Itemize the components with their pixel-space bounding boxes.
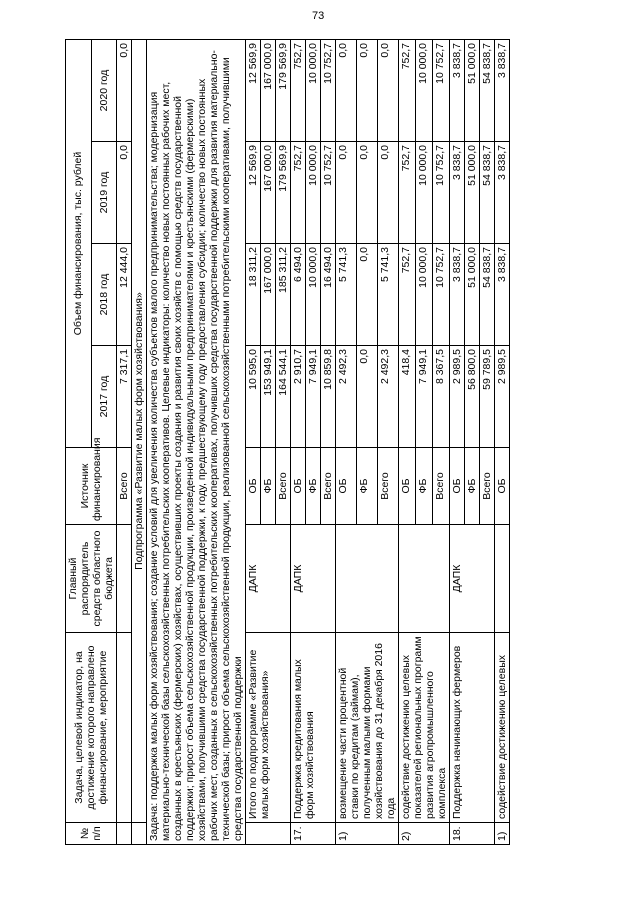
- value-cell: 54 838,7: [480, 244, 495, 346]
- value-cell: 51 000,0: [465, 40, 480, 142]
- value-cell: 3 838,7: [495, 40, 510, 142]
- value-cell: 51 000,0: [465, 244, 480, 346]
- value-cell: 179 569,9: [276, 142, 291, 244]
- value-cell: 0,0: [357, 346, 378, 448]
- value-cell: 0,0: [357, 142, 378, 244]
- value-cell: 2 910,7: [291, 346, 306, 448]
- source-cell: ОБ: [336, 448, 357, 525]
- value-cell: 3 838,7: [495, 244, 510, 346]
- source-cell: Всего: [276, 448, 291, 525]
- header-admin: Главный распорядитель средств областного бюджета: [66, 525, 117, 633]
- value-cell: 12 569,9: [246, 142, 261, 244]
- table-row: [291, 40, 306, 845]
- value-cell: 10 752,7: [433, 40, 450, 142]
- source-cell: ОБ: [450, 448, 465, 525]
- value-cell: 0,0: [117, 40, 132, 142]
- subprogram-title: Подпрограмма «Развитие малых форм хозяйствования»: [132, 40, 147, 823]
- row-number: 18.: [450, 823, 495, 845]
- source-cell: ФБ: [357, 448, 378, 525]
- value-cell: 10 000,0: [306, 244, 321, 346]
- table-row: [399, 40, 416, 845]
- source-cell: Всего: [433, 448, 450, 525]
- value-cell: 51 000,0: [465, 142, 480, 244]
- value-cell: 10 859,8: [321, 346, 336, 448]
- header-2017: 2017 год: [91, 346, 117, 448]
- value-cell: 0,0: [357, 40, 378, 142]
- financing-table: [65, 39, 510, 845]
- value-cell: 418,4: [399, 346, 416, 448]
- value-cell: 5 741,3: [378, 244, 399, 346]
- value-cell: 167 000,0: [261, 40, 276, 142]
- header-2020: 2020 год: [91, 40, 117, 142]
- row-name: Итого по подпрограмме «Развитие малых форм хозяйствования»: [246, 633, 291, 823]
- row-name: возмещение части процентной ставки по кредитам (займам), полученным малыми формами хозяйствования до 31 декабря 2016 года: [336, 633, 399, 823]
- subprogram-row: [132, 40, 147, 845]
- rotated-page: [65, 40, 600, 845]
- row-number: 2): [399, 823, 450, 845]
- value-cell: 59 789,5: [480, 346, 495, 448]
- source-cell: Всего: [117, 448, 132, 525]
- source-cell: ОБ: [291, 448, 306, 525]
- source-cell: ФБ: [465, 448, 480, 525]
- value-cell: 0,0: [117, 142, 132, 244]
- row-name: содействие достижению целевых: [495, 633, 510, 823]
- task-description: Задача: поддержка малых форм хозяйствования; создание условий для увеличения количества субъектов малого предпринимательства; модернизация материально-технической базы сельскохозяйственных потребительских кооперативов. Целевые индикаторы: количество новых постоянных рабочих мест, созданных в крестьянских (фермерских) хозяйствах, осуществивших проекты создания и развития своих хозяйств с помощью средств государственной поддержки; прирост объема сельскохозяйственной продукции, произведенной индивидуальными предпринимателями и крестьянскими (фермерскими) хозяйствами, получившими средства государственной поддержки, к году, предшествующему году предоставления субсидии; количество новых постоянных рабочих мест, созданных в сельскохозяйственных потребительских кооперативах, получивших средства государственной поддержки для развития материально-технической базы; прирост объема сельскохозяйственной продукции, реализованной сельскохозяйственными потребительскими кооперативами, получившими средства государственной поддержки: [147, 40, 246, 845]
- value-cell: 752,7: [399, 40, 416, 142]
- value-cell: 54 838,7: [480, 142, 495, 244]
- value-cell: 3 838,7: [450, 40, 465, 142]
- row-admin: ДАПК: [450, 525, 495, 633]
- value-cell: 179 569,9: [276, 40, 291, 142]
- source-cell: Всего: [321, 448, 336, 525]
- value-cell: 3 838,7: [495, 142, 510, 244]
- source-cell: ФБ: [306, 448, 321, 525]
- value-cell: 10 752,7: [433, 142, 450, 244]
- value-cell: 3 838,7: [450, 142, 465, 244]
- source-cell: Всего: [480, 448, 495, 525]
- value-cell: 10 000,0: [416, 244, 433, 346]
- value-cell: 16 494,0: [321, 244, 336, 346]
- header-task: Задача, целевой индикатор, на достижение которого направлено финансирование, мероприятие: [66, 633, 117, 823]
- row-number: 17.: [291, 823, 336, 845]
- value-cell: 18 311,2: [246, 244, 261, 346]
- value-cell: 0,0: [336, 40, 357, 142]
- row-admin: [336, 525, 399, 633]
- row-name: содействие достижению целевых показателей региональных программ развития агропромышленного комплекса: [399, 633, 450, 823]
- value-cell: 10 000,0: [416, 40, 433, 142]
- source-cell: Всего: [378, 448, 399, 525]
- value-cell: 2 492,3: [378, 346, 399, 448]
- table-row: [246, 40, 261, 845]
- value-cell: 167 000,0: [261, 142, 276, 244]
- value-cell: 0,0: [357, 244, 378, 346]
- value-cell: 10 752,7: [321, 142, 336, 244]
- header-2018: 2018 год: [91, 244, 117, 346]
- source-cell: ФБ: [416, 448, 433, 525]
- page-number: 73: [312, 10, 325, 22]
- row-number: [246, 823, 291, 845]
- row-number: 1): [495, 823, 510, 845]
- value-cell: 752,7: [399, 244, 416, 346]
- table-row: [336, 40, 357, 845]
- row-admin: [399, 525, 450, 633]
- value-cell: 0,0: [336, 142, 357, 244]
- value-cell: 153 949,1: [261, 346, 276, 448]
- value-cell: 752,7: [399, 142, 416, 244]
- value-cell: 7 949,1: [306, 346, 321, 448]
- value-cell: 12 569,9: [246, 40, 261, 142]
- source-cell: ФБ: [261, 448, 276, 525]
- source-cell: ОБ: [495, 448, 510, 525]
- value-cell: 167 000,0: [261, 244, 276, 346]
- value-cell: 10 000,0: [416, 142, 433, 244]
- row-admin: ДАПК: [246, 525, 291, 633]
- value-cell: 3 838,7: [450, 244, 465, 346]
- value-cell: 54 838,7: [480, 40, 495, 142]
- value-cell: 10 595,0: [246, 346, 261, 448]
- row-number: 1): [336, 823, 399, 845]
- value-cell: 10 000,0: [306, 142, 321, 244]
- row-name: Поддержка кредитования малых форм хозяйствования: [291, 633, 336, 823]
- value-cell: 164 544,1: [276, 346, 291, 448]
- description-row: [147, 40, 246, 845]
- row-admin: ДАПК: [291, 525, 336, 633]
- value-cell: 2 492,3: [336, 346, 357, 448]
- table-row: [117, 40, 132, 845]
- value-cell: 8 367,5: [433, 346, 450, 448]
- row-name: Поддержка начинающих фермеров: [450, 633, 495, 823]
- value-cell: 0,0: [378, 142, 399, 244]
- value-cell: 7 949,1: [416, 346, 433, 448]
- value-cell: 10 000,0: [306, 40, 321, 142]
- value-cell: 10 752,7: [433, 244, 450, 346]
- row-admin: [495, 525, 510, 633]
- value-cell: 0,0: [378, 40, 399, 142]
- value-cell: 2 989,5: [495, 346, 510, 448]
- source-cell: ОБ: [246, 448, 261, 525]
- value-cell: 185 311,2: [276, 244, 291, 346]
- table-row: [495, 40, 510, 845]
- source-cell: ОБ: [399, 448, 416, 525]
- value-cell: 7 317,1: [117, 346, 132, 448]
- header-source: Источник финансирования: [66, 448, 117, 525]
- header-volume: Объем финансирования, тыс. рублей: [66, 40, 92, 448]
- value-cell: 5 741,3: [336, 244, 357, 346]
- value-cell: 752,7: [291, 40, 306, 142]
- table-row: [450, 40, 465, 845]
- value-cell: 56 800,0: [465, 346, 480, 448]
- header-num: № п/п: [66, 823, 117, 845]
- header-2019: 2019 год: [91, 142, 117, 244]
- value-cell: 2 989,5: [450, 346, 465, 448]
- value-cell: 752,7: [291, 142, 306, 244]
- value-cell: 12 444,0: [117, 244, 132, 346]
- value-cell: 6 494,0: [291, 244, 306, 346]
- value-cell: 10 752,7: [321, 40, 336, 142]
